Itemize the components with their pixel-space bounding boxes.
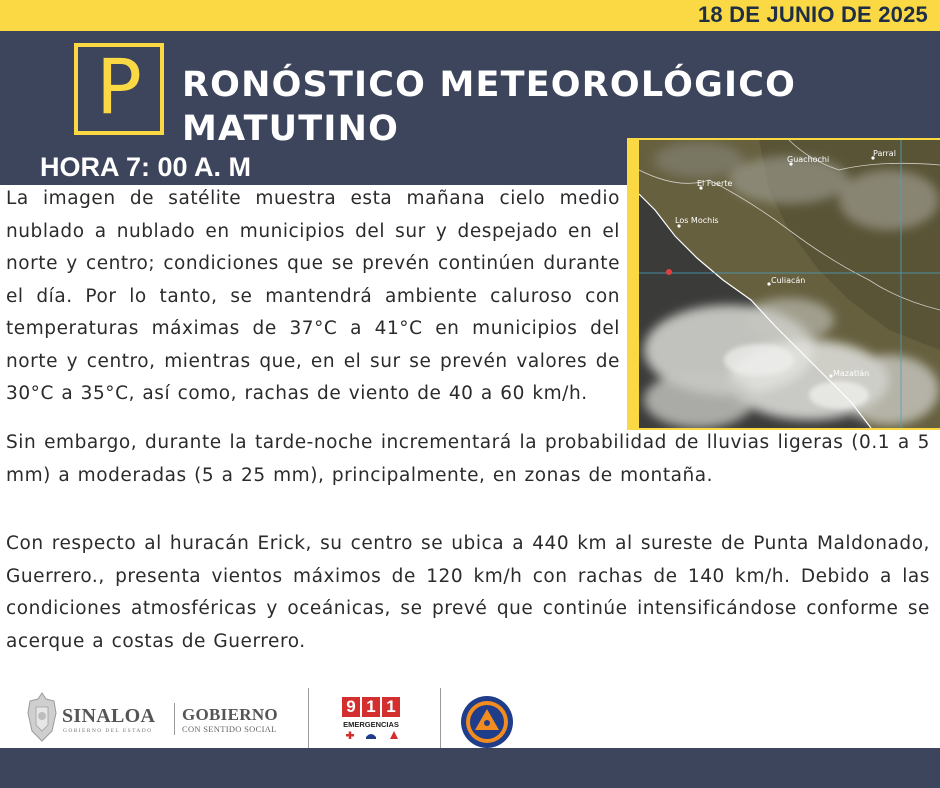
page-title-line-1: RONÓSTICO METEOROLÓGICO <box>182 65 797 105</box>
e911-logo <box>340 697 406 747</box>
date-banner <box>0 0 940 31</box>
state-crest-logo <box>22 691 62 745</box>
forecast-paragraph-1: La imagen de satélite muestra esta mañana cielo medio nublado a nublado en municipios del sur y despejado en el norte y centro; condiciones que se prevén continúen durante el día. Por lo tanto, se mantendrá ambiente caluroso con temperaturas máximas de 37°C a 41°C en municipios del norte y centro, mientras que, en el sur se prevén valores de 30°C a 35°C, así como, rachas de viento de 40 a 60 km/h. <box>6 188 620 404</box>
e911-label: EMERGENCIAS <box>343 720 399 729</box>
footer-banner <box>0 748 940 788</box>
forecast-hour: HORA 7: 00 A. M <box>40 152 252 182</box>
forecast-paragraph-2: Sin embargo, durante la tarde-noche incrementará la probabilidad de lluvias ligeras (0.1 a 5 mm) a moderadas (5 a 25 mm), principalmente, en zonas de montaña. <box>6 432 930 486</box>
sinaloa-subtitle: GOBIERNO DEL ESTADO <box>63 728 153 734</box>
footer-logos <box>0 685 600 745</box>
title-initial-box <box>74 43 164 135</box>
gobierno-subtitle: CON SENTIDO SOCIAL <box>182 724 277 734</box>
map-label-parral: Parral <box>873 149 896 158</box>
gobierno-wordmark: GOBIERNO <box>182 705 278 724</box>
map-label-los-mochis: Los Mochis <box>675 216 719 225</box>
e911-digit: 1 <box>382 697 400 717</box>
sinaloa-wordmark: SINALOA <box>62 705 156 727</box>
logo-divider <box>308 688 309 748</box>
map-label-el-fuerte: El Fuerte <box>697 179 733 188</box>
logo-divider <box>174 703 175 735</box>
map-label-culiacan: Culiacán <box>771 276 806 285</box>
map-label-mazatlan: Mazatlán <box>833 369 870 378</box>
map-label-guachochi: Guachochi <box>787 155 830 164</box>
satellite-image <box>639 140 940 428</box>
page-title-line-2: MATUTINO <box>182 109 400 149</box>
e911-digit: 1 <box>362 697 380 717</box>
marker-dot <box>666 269 672 275</box>
civil-protection-logo <box>460 695 514 749</box>
forecast-paragraph-3: Con respecto al huracán Erick, su centro se ubica a 440 km al sureste de Punta Maldonado, Guerrero., presenta vientos máximos de 120 km/h con rachas de 140 km/h. Debido a las condiciones atmosféricas y oceánicas, se prevé que continúe intensificándose conforme se acerque a costas de Guerrero. <box>6 533 930 652</box>
satellite-image-frame <box>627 138 940 430</box>
title-initial: P <box>96 42 142 131</box>
report-date: 18 DE JUNIO DE 2025 <box>697 2 928 27</box>
e911-digit: 9 <box>342 697 360 717</box>
e911-service-icons <box>340 731 402 745</box>
logo-divider <box>440 688 441 748</box>
